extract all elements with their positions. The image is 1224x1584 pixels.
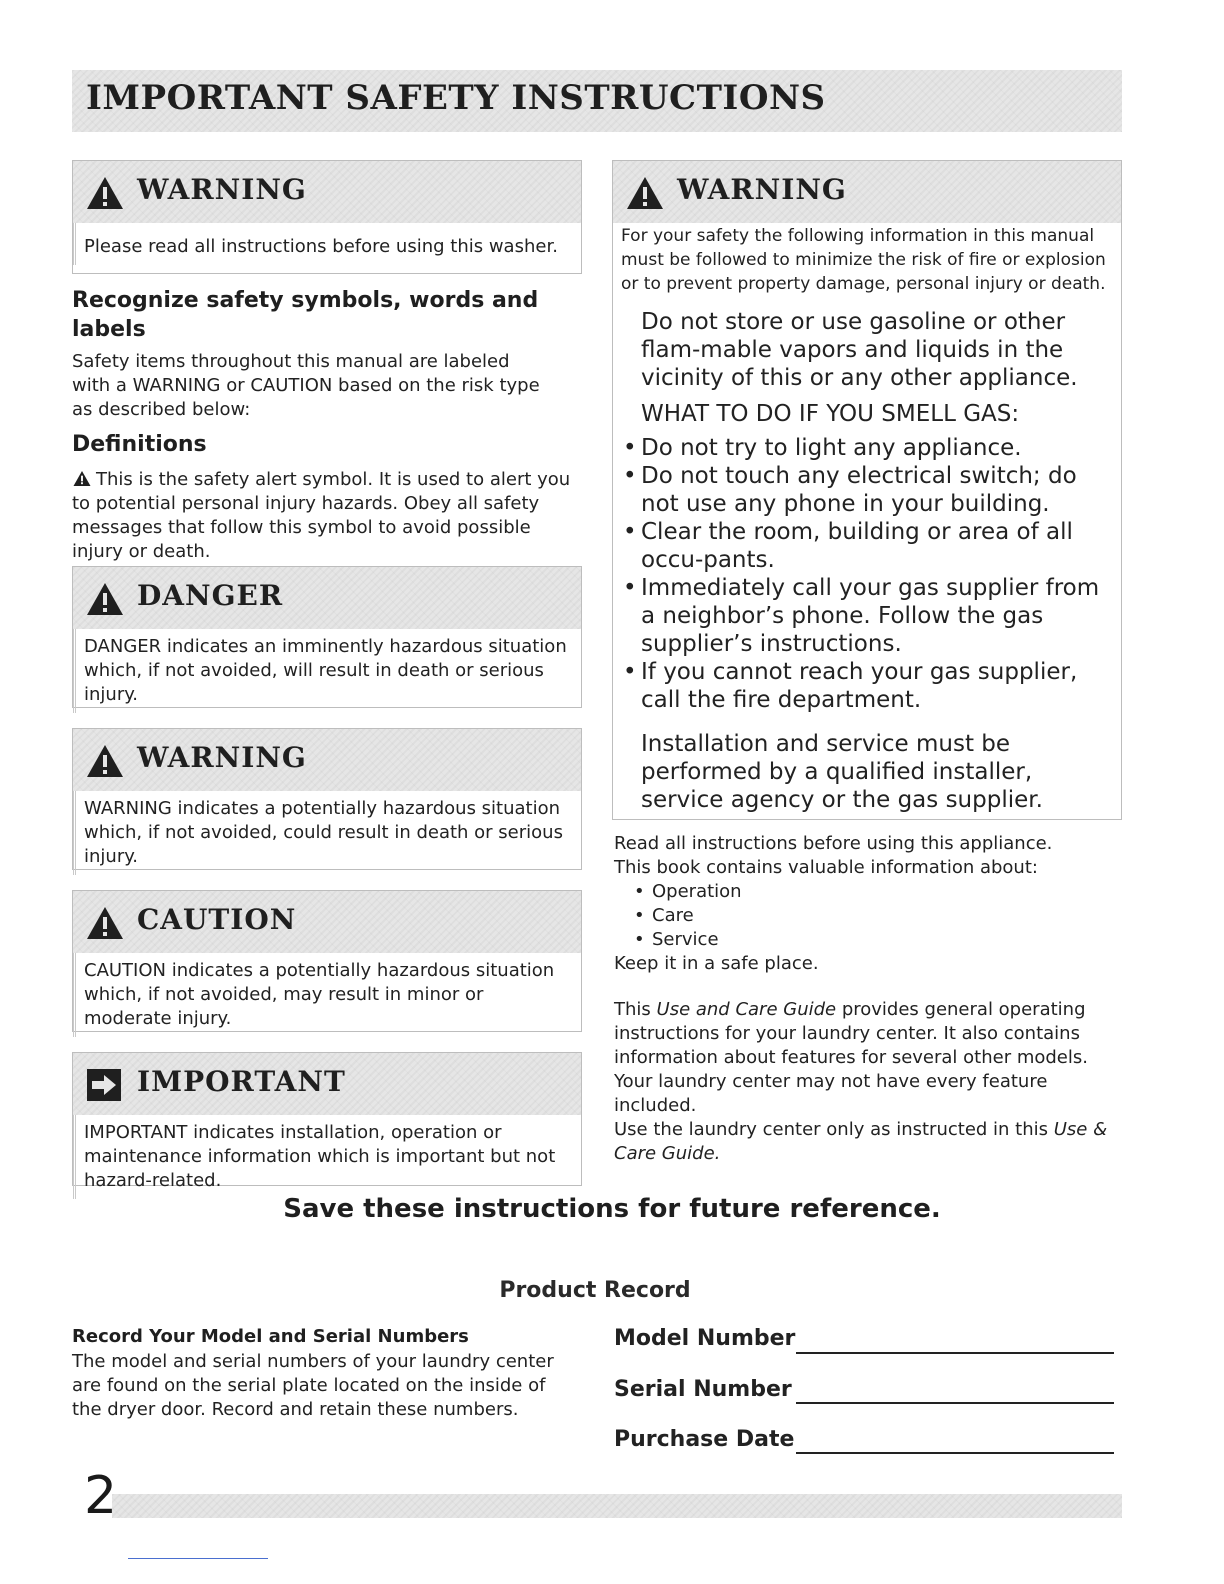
gas-steps-list (613, 428, 1121, 714)
danger-box-header (73, 567, 581, 629)
record-subheading: Record Your Model and Serial Numbers (72, 1326, 469, 1347)
divider (128, 1558, 268, 1559)
recognize-text: Safety items throughout this manual are labeled with a WARNING or CAUTION based on the risk type as described below: (72, 351, 540, 420)
definitions-heading: Definitions (72, 432, 207, 457)
list-item: • Operation (630, 880, 930, 904)
warning-box-header (73, 161, 581, 223)
warning-box-right (612, 160, 1122, 820)
purchase-date-label: Purchase Date (614, 1427, 795, 1452)
read-all-text: Read all instructions before using this appliance. This book contains valuable information about: (614, 833, 1053, 878)
warning-definition-box (72, 728, 582, 870)
warning-definition-header (73, 729, 581, 791)
guide-title-italic: Use and Care Guide (656, 999, 837, 1020)
record-text: The model and serial numbers of your laundry center are found on the serial plate located on the inside of the dryer door. Record and retain these numbers. (72, 1351, 554, 1420)
caution-title: CAUTION (137, 903, 297, 936)
purchase-date-field[interactable] (796, 1452, 1114, 1454)
warning-text: Please read all instructions before using this washer. (73, 223, 581, 265)
caution-box (72, 890, 582, 1032)
list-item: • Immediately call your gas supplier from a neighbor’s phone. Follow the gas supplier’s instructions. (619, 574, 1105, 658)
list-item: • Do not try to light any appliance. (619, 434, 1105, 462)
list-item: • Clear the room, building or area of all occu-pants. (619, 518, 1105, 574)
save-instructions-note: Save these instructions for future reference. (283, 1194, 941, 1224)
list-item: • Do not touch any electrical switch; do not use any phone in your building. (619, 462, 1105, 518)
list-item: • If you cannot reach your gas supplier, call the fire department. (619, 658, 1105, 714)
danger-box (72, 566, 582, 708)
safety-alert-icon (72, 470, 92, 487)
topics-list (630, 880, 930, 952)
danger-title: DANGER (137, 579, 284, 612)
page-banner (72, 70, 1122, 132)
warning-definition-title: WARNING (137, 741, 307, 774)
danger-text: DANGER indicates an imminently hazardous situation which, if not avoided, will result in death or serious injury. (73, 629, 581, 713)
page-number: 2 (84, 1466, 118, 1526)
product-record-title: Product Record (499, 1278, 691, 1303)
list-item: • Service (630, 928, 930, 952)
warning-triangle-icon (85, 743, 125, 779)
guide-text: Use the laundry center only as instructed in this (614, 1119, 1054, 1140)
important-text: IMPORTANT indicates installation, operation or maintenance information which is important but not hazard-related. (73, 1115, 581, 1199)
warning-right-title: WARNING (677, 173, 847, 206)
guide-text: provides general operating instructions for your laundry center. It also contains information about features for several other models. Your laundry center may not have every feature included. (614, 999, 1088, 1116)
important-box (72, 1052, 582, 1191)
smell-gas-heading: WHAT TO DO IF YOU SMELL GAS: (641, 401, 1020, 427)
guide-text: This (614, 999, 657, 1020)
guide-paragraph (614, 998, 1120, 1166)
warning-box-left (72, 160, 582, 274)
important-box-header (73, 1053, 581, 1115)
warning-definition-text: WARNING indicates a potentially hazardous situation which, if not avoided, could result in death or serious injury. (73, 791, 581, 875)
warning-triangle-icon (85, 175, 125, 211)
definitions-paragraph (72, 468, 572, 564)
important-title: IMPORTANT (137, 1065, 346, 1098)
guide-title-italic: Use & Care Guide. (614, 1119, 1108, 1164)
keep-text: Keep it in a safe place. (614, 953, 819, 974)
arrow-right-box-icon (85, 1067, 125, 1103)
recognize-heading: Recognize safety symbols, words and labels (72, 288, 539, 342)
installation-text: Installation and service must be performed by a qualified installer, service agency or the gas supplier. (641, 731, 1043, 813)
caution-box-header (73, 891, 581, 953)
warning-box-right-header (613, 161, 1121, 223)
footer-strip (112, 1494, 1122, 1518)
warning-triangle-icon (85, 905, 125, 941)
model-number-field[interactable] (796, 1352, 1114, 1354)
serial-number-label: Serial Number (614, 1377, 792, 1402)
caution-text: CAUTION indicates a potentially hazardous situation which, if not avoided, may result in minor or moderate injury. (73, 953, 581, 1037)
warning-right-intro: For your safety the following information in this manual must be followed to minimize the risk of fire or explosion or to prevent property damage, personal injury or death. (621, 226, 1106, 294)
list-item: • Care (630, 904, 930, 928)
page-title: IMPORTANT SAFETY INSTRUCTIONS (86, 78, 826, 118)
warning-title: WARNING (137, 173, 307, 206)
warning-triangle-icon (85, 581, 125, 617)
serial-number-field[interactable] (796, 1402, 1114, 1404)
model-number-label: Model Number (614, 1326, 796, 1351)
definitions-text: This is the safety alert symbol. It is used to alert you to potential personal injury hazards. Obey all safety messages that follow this symbol to avoid possible injury or death. (72, 469, 571, 562)
no-gasoline-text: Do not store or use gasoline or other flam-mable vapors and liquids in the vicinity of this or any other appliance. (641, 309, 1078, 391)
warning-triangle-icon (625, 175, 665, 211)
